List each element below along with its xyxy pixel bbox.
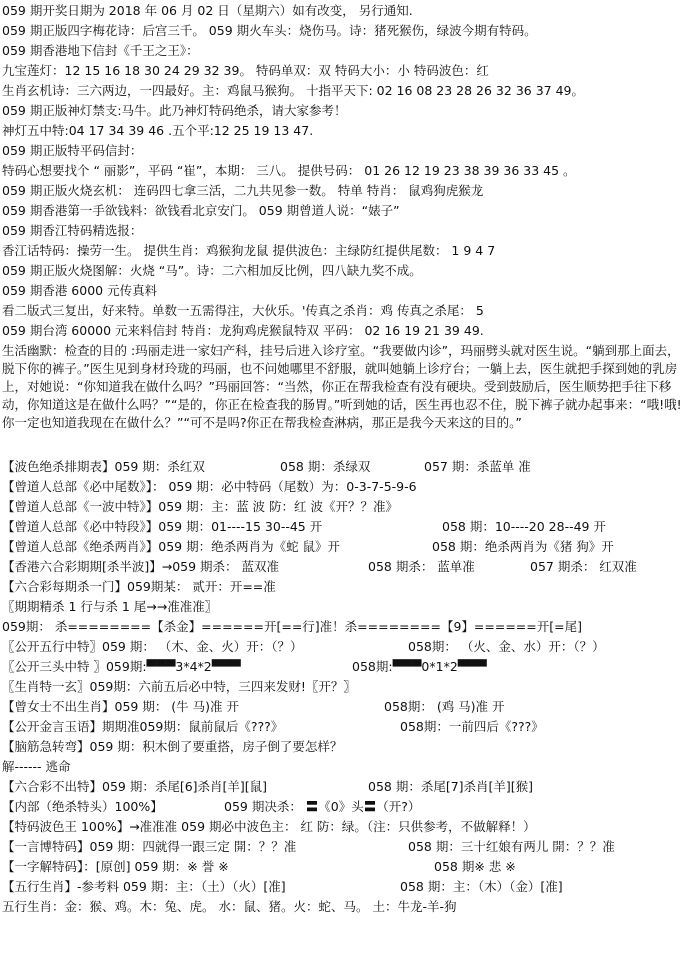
table-row: 〖生肖特一玄〗059期：六前五后必中特，三四来发财!〖开？〗 [2,679,356,694]
table-row: 【脑筋急转弯】059 期：积木倒了要重搭，房子倒了要怎样？ [2,739,343,754]
table-row: 〖公开五行中特〗059 期： （木、金、火）开：（？） 058期： （火、金、水）开：（？） [2,639,605,654]
table-row: 【六合彩每期杀一门】059期某： 贰开：开==准 [2,579,276,594]
special-letter-line: 特码心想要找个 “ 丽影”，平码 “崔”，本期： 三八。 提供号码： 01 26 12 19 23 38 39 36 33 45 。 [2,163,576,178]
table-row: 【波色绝杀排期表】059 期：杀红双 058 期：杀绿双 057 期：杀蓝单 准 [2,459,531,474]
table-row: 〖期期精杀 1 行与杀 1 尾→→准准准〗 [2,599,218,614]
fire-diagram-line: 059 期正版火烧图解：火烧 “马”。诗：二六相加反比例，四八缺九奖不成。 [2,263,422,278]
table-row: 【曾道人总部《绝杀两肖》】059 期：绝杀两肖为《蛇 鼠》开 058 期：绝杀两肖为《猪 狗》开 [2,539,614,554]
table-row: 【一言博特码】059 期：四就得一跟三定 開：？？准 058 期：三十红娘有两儿 開：？？准 [2,839,615,854]
table-row: 【五行生肖】-参考料 059 期：主：（土）（火）[准] 058 期：主：（木）（金）[准] [2,879,563,894]
humor-paragraph: 生活幽默：检查的目的 :玛丽走进一家妇产科，挂号后进入诊疗室。“我要做内诊”，玛丽劈头就对医生说。“躺到那上面去，脱下你的裤子。”医生见到身材玲珑的玛丽，也不问她哪里不舒服，就叫她躺上诊疗台；一躺上去，医生就把手探到她的乳房上，对她说：“你知道我在做什么吗？”玛丽回答：“当然，你正在帮我检查有没有硬块。受到鼓励后，医生顺势把手往下移动，你知道这是在做什么吗？”“是的，你正在检查我的肠胃。”听到她的话，医生再也忍不住，脱下裤子就办起事来：“哦!哦!你一定也知道我现在在做什么？”“可不是吗?你正在帮我检查淋病，那正是我今天来这的目的。” [2,343,682,430]
taiwan-letter-line: 059 期台湾 60000 元来料信封 特肖：龙狗鸡虎猴鼠特双 平码： 02 16 19 21 39 49. [2,323,484,338]
table-row: 解------ 逃命 [2,759,71,774]
issue-date-line: 059 期开奖日期为 2018 年 06 月 02 日（星期六）如有改变， 另行通知. [2,3,413,18]
fax-content-line: 看二版式三复出，好来特。单数一五需得注，大伙乐。'传真之杀肖：鸡 传真之杀尾： 5 [2,303,484,318]
special-letter-title: 059 期正版特平码信封： [2,143,143,158]
nine-lotus-line: 九宝莲灯：12 15 16 18 30 24 29 32 39。 特码单双：双 特码大小：小 特码波色：红 [2,63,489,78]
table-row: 五行生肖：金：猴、鸡。木：兔、虎。 水：鼠、猪。火：蛇、马。 土：牛龙-羊-狗 [2,899,457,914]
table-row: 【内部（绝杀特头）100%】 059 期决杀： 〓《0》头〓（开?） [2,799,421,814]
table-row: 【曾道人总部《必中尾数》】： 059 期：必中特码（尾数）为：0-3-7-5-9-6 [2,479,417,494]
table-row: 【公开金言玉语】期期准059期：鼠前鼠后《???》 058期：一前四后《???》 [2,719,544,734]
table-row: 【曾女士不出生肖】059 期： (牛 马)准 开 058期： (鸡 马)准 开 [2,699,505,714]
table-row: 【六合彩不出特】059 期：杀尾[6]杀肖[羊][鼠] 058 期：杀尾[7]杀肖[羊][猴] [2,779,534,794]
underground-letter-line: 059 期香港地下信封《千王之王》： [2,43,199,58]
plum-poem-line: 059 期正版四字梅花诗：后宫三千。 059 期火车头：烧伤马。诗：猪死猴伤，绿波今期有特码。 [2,23,537,38]
table-row: 【特码波色王 100%】→准准准 059 期必中波色主： 红 防：绿。（注：只供参考，不做解释！） [2,819,536,834]
zodiac-poem-line: 生肖玄机诗：三六两边，一四最好。主：鸡鼠马猴狗。 十指平天下: 02 16 08 23 28 26 32 36 37 49。 [2,83,584,98]
fax-title-line: 059 期香港 6000 元传真料 [2,283,158,298]
table-row: 059期： 杀========【杀金】======开[==行]准！杀========【9】======开[=尾] [2,619,582,634]
lamp-five-line: 神灯五中特:04 17 34 39 46 .五个平:12 25 19 13 47. [2,123,314,138]
first-hand-line: 059 期香港第一手欲钱料：欲钱看北京安门。 059 期曾道人说：“婊子” [2,203,400,218]
table-row: 【曾道人总部《一波中特》】059 期：主：蓝 波 防：红 波《开？？准》 [2,499,399,514]
fire-mystery-line: 059 期正版火烧玄机： 连码四七拿三活，二九共见参一数。 特单 特肖： 鼠鸡狗虎猴龙 [2,183,484,198]
lamp-ban-line: 059 期正版神灯禁支:马牛。此乃神灯特码绝杀，请大家参考！ [2,103,347,118]
table-row: 【曾道人总部《必中特段》】059 期：01----15 30--45 开 058 期：10----20 28--49 开 [2,519,606,534]
table-row: 【一字解特码】：[原创] 059 期：※ 誉 ※ 058 期※ 悲 ※ [2,859,516,874]
hongkong-select-title: 059 期香江特码精选报： [2,223,143,238]
table-row: 【香港六合彩期期[杀半波]】→059 期杀： 蓝双准 058 期杀： 蓝单准 057 期杀： 红双准 [2,559,637,574]
hongkong-select-line: 香江话特码：操劳一生。 提供生肖：鸡猴狗龙鼠 提供波色：主绿防红提供尾数： 1 9 4 7 [2,243,496,258]
table-row: 〖公开三头中特 〗059期:▀▀▀3*4*2▀▀▀ 058期:▀▀▀0*1*2▀▀▀ [2,659,487,674]
